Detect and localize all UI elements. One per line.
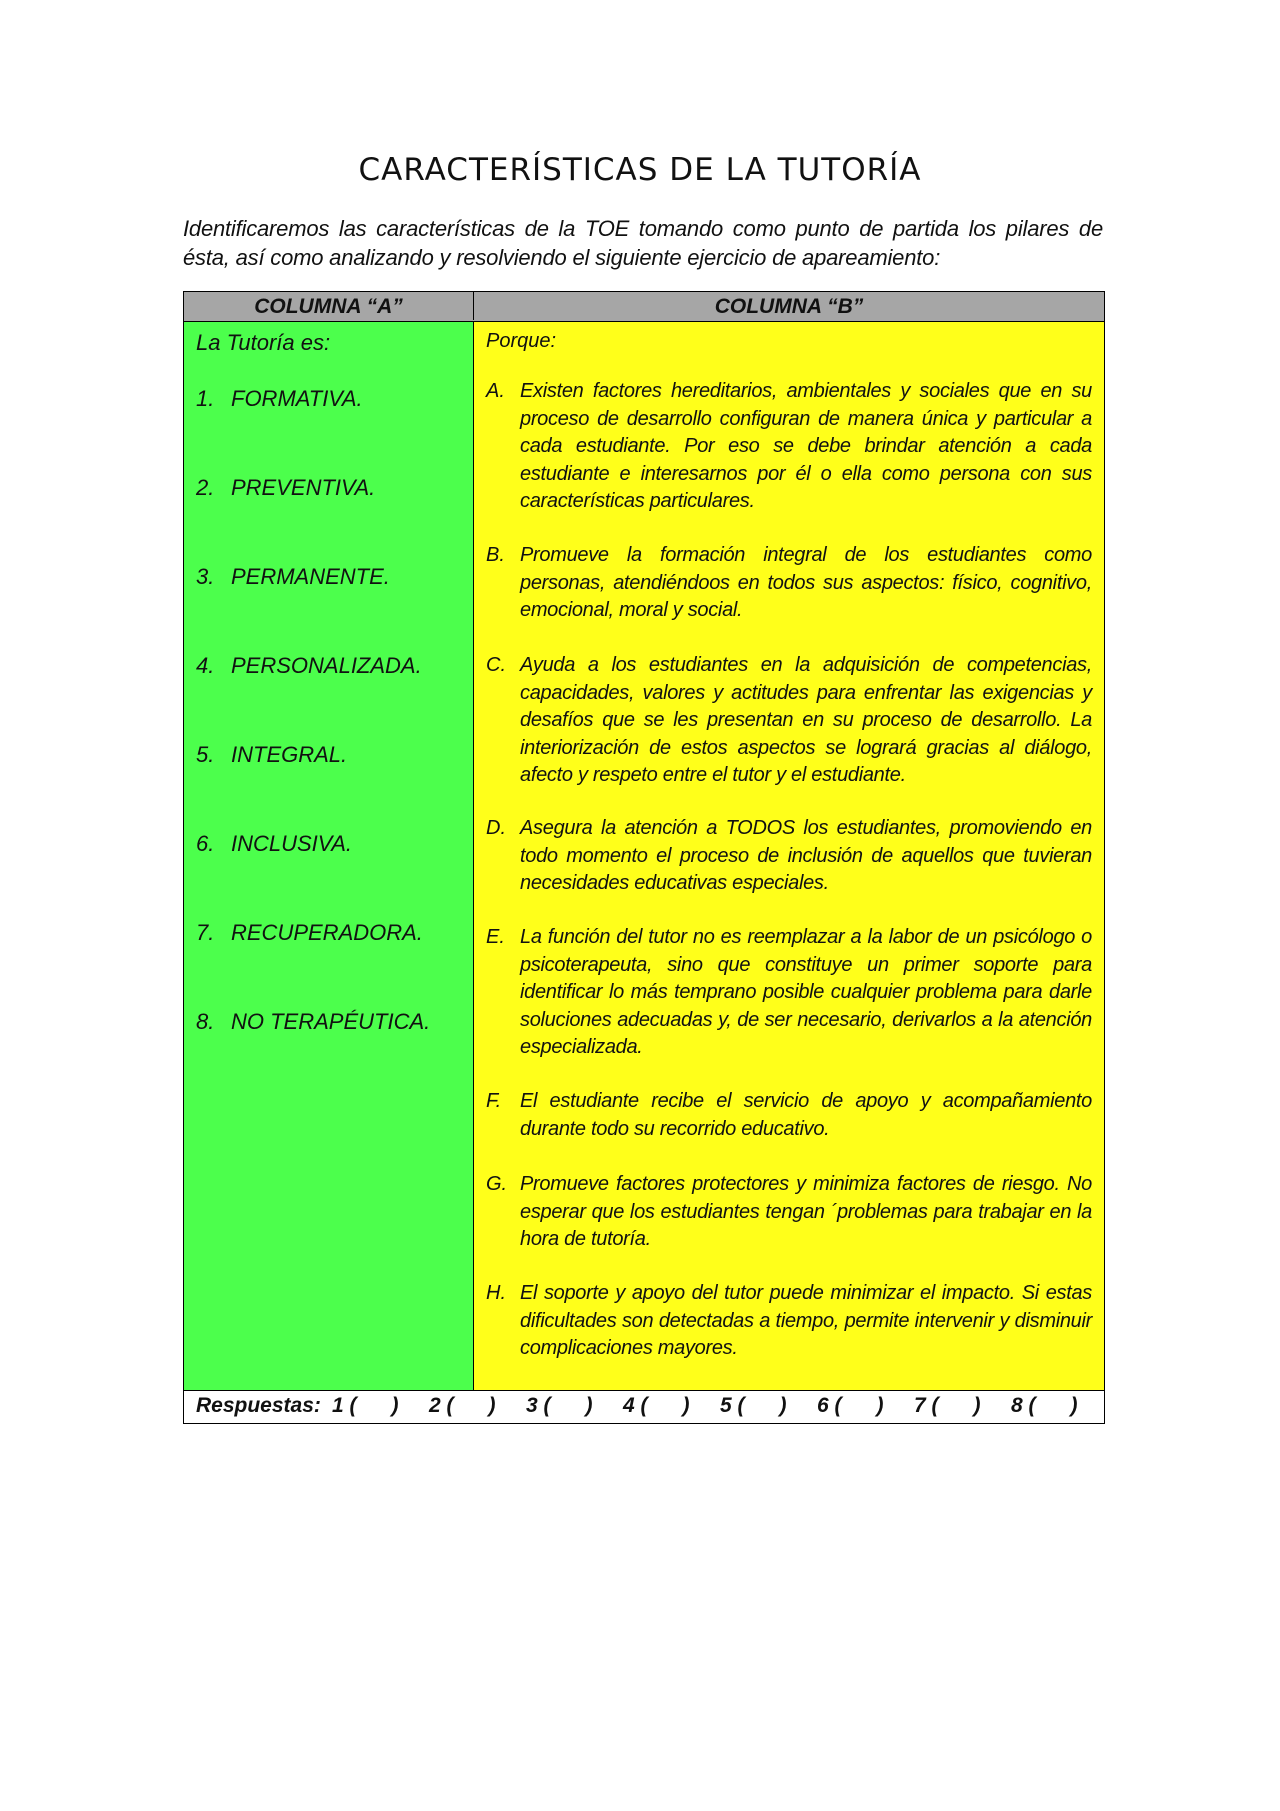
item-text: Asegura la atención a TODOS los estudiantes, promoviendo en todo momento el proceso de inclusión de aquellos que tuvieran necesidades educativas especiales.	[520, 817, 1092, 894]
item-text: Existen factores hereditarios, ambientales y sociales que en su proceso de desarrollo configuran de manera única y particular a cada estudiante. Por eso se debe brindar atención a cada estudiante e interesarnos por él o ella como persona con sus características particulares.	[520, 380, 1092, 512]
item-label: NO TERAPÉUTICA.	[231, 1009, 431, 1034]
column-a-item	[196, 653, 422, 679]
answer-slot-4[interactable]: 4 ( )	[623, 1394, 690, 1417]
item-label: PREVENTIVA.	[231, 475, 376, 500]
table-header-row	[184, 292, 1104, 322]
answer-slot-7[interactable]: 7 ( )	[914, 1394, 981, 1417]
item-letter: B.	[486, 544, 505, 566]
answer-slot-2[interactable]: 2 ( )	[429, 1394, 496, 1417]
answer-slot-6[interactable]: 6 ( )	[817, 1394, 884, 1417]
item-letter: H.	[486, 1282, 506, 1304]
item-number: 4.	[196, 653, 215, 678]
item-letter: G.	[486, 1173, 508, 1195]
item-label: RECUPERADORA.	[231, 920, 423, 945]
column-b-item	[486, 1088, 1092, 1143]
item-text: El estudiante recibe el servicio de apoyo y acompañamiento durante todo su recorrido educativo.	[520, 1090, 1092, 1140]
item-letter: C.	[486, 654, 506, 676]
item-label: INCLUSIVA.	[231, 831, 353, 856]
intro-paragraph: Identificaremos las características de la TOE tomando como punto de partida los pilares de ésta, así como analizando y resolviendo el siguiente ejercicio de apareamiento:	[183, 216, 1103, 270]
column-a-item	[196, 386, 363, 412]
item-text: El soporte y apoyo del tutor puede minimizar el impacto. Si estas dificultades son detectadas a tiempo, permite intervenir y disminuir complicaciones mayores.	[520, 1282, 1092, 1359]
item-letter: E.	[486, 926, 505, 948]
answer-slot-1[interactable]: 1 ( )	[332, 1394, 399, 1417]
column-b-item	[486, 542, 1092, 625]
column-a-item	[196, 1009, 430, 1035]
column-b-header: COLUMNA “B”	[714, 295, 864, 318]
column-a-item	[196, 475, 375, 501]
item-label: INTEGRAL.	[231, 742, 348, 767]
column-b-item	[486, 924, 1092, 1062]
column-b-cell	[474, 322, 1104, 1390]
item-number: 3.	[196, 564, 215, 589]
matching-table	[183, 291, 1105, 1424]
page-title: CARACTERÍSTICAS DE LA TUTORÍA	[358, 152, 922, 188]
item-text: Promueve factores protectores y minimiza factores de riesgo. No esperar que los estudiantes tengan ´problemas para trabajar en la hora de tutoría.	[520, 1173, 1092, 1250]
item-text: La función del tutor no es reemplazar a la labor de un psicólogo o psicoterapeuta, sino que constituye un primer soporte para identificar lo más temprano posible cualquier problema para darle soluciones adecuadas y, de ser necesario, derivarlos a la atención especializada.	[520, 926, 1092, 1058]
column-a-cell	[184, 322, 474, 1390]
item-label: FORMATIVA.	[231, 386, 363, 411]
column-b-item	[486, 1171, 1092, 1254]
column-b-item	[486, 378, 1092, 516]
answers-row	[184, 1390, 1104, 1422]
column-a-item	[196, 920, 423, 946]
item-number: 5.	[196, 742, 215, 767]
answer-slot-3[interactable]: 3 ( )	[526, 1394, 593, 1417]
column-b-item	[486, 652, 1092, 790]
item-number: 6.	[196, 831, 215, 856]
answer-slot-8[interactable]: 8 ( )	[1011, 1394, 1078, 1417]
item-number: 2.	[196, 475, 215, 500]
item-number: 1.	[196, 386, 215, 411]
item-text: Promueve la formación integral de los estudiantes como personas, atendiéndoos en todos sus aspectos: físico, cognitivo, emocional, moral y social.	[520, 544, 1092, 621]
item-letter: D.	[486, 817, 506, 839]
column-b-lead: Porque:	[486, 330, 557, 352]
item-label: PERMANENTE.	[231, 564, 390, 589]
item-letter: F.	[486, 1090, 502, 1112]
answers-label: Respuestas:	[196, 1394, 321, 1417]
column-a-item	[196, 742, 347, 768]
item-number: 8.	[196, 1009, 215, 1034]
column-a-item	[196, 564, 390, 590]
column-a-item	[196, 831, 352, 857]
column-b-item	[486, 815, 1092, 898]
column-a-header: COLUMNA “A”	[184, 292, 474, 320]
column-b-item	[486, 1280, 1092, 1363]
item-label: PERSONALIZADA.	[231, 653, 422, 678]
answer-slot-5[interactable]: 5 ( )	[720, 1394, 787, 1417]
item-letter: A.	[486, 380, 505, 402]
item-text: Ayuda a los estudiantes en la adquisición de competencias, capacidades, valores y actitudes para enfrentar las exigencias y desafíos que se les presentan en su proceso de desarrollo. La interiorización de estos aspectos se logrará gracias al diálogo, afecto y respeto entre el tutor y el estudiante.	[520, 654, 1092, 786]
column-a-lead: La Tutoría es:	[196, 330, 331, 355]
item-number: 7.	[196, 920, 215, 945]
